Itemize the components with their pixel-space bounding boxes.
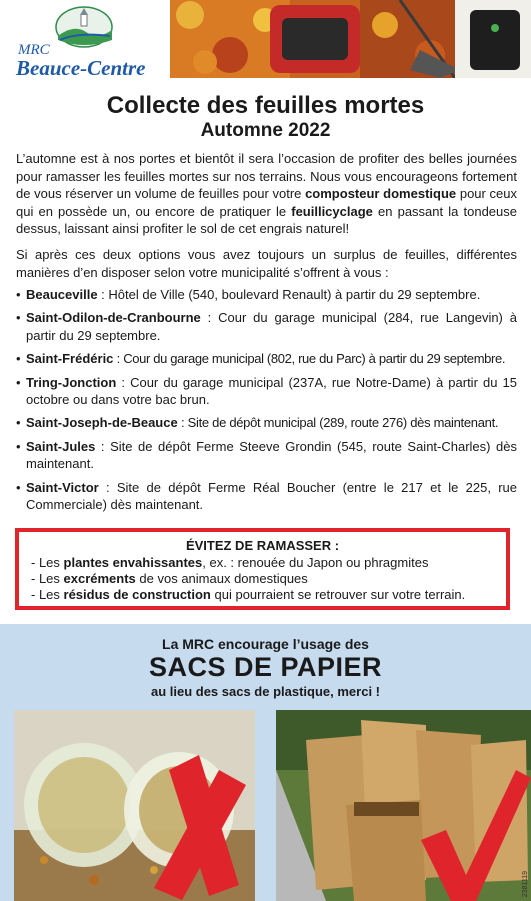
list-item xyxy=(16,374,517,409)
composter-shape xyxy=(470,10,520,70)
municipality-name: Saint-Joseph-de-Beauce xyxy=(26,415,178,431)
municipality-details: : Site de dépôt Ferme Réal Boucher (entre le 217 et le 225, rue Commerciale) dès maintenant. xyxy=(26,479,517,513)
warning-line-3 xyxy=(31,587,494,603)
logo-mrc-text: MRC xyxy=(18,42,50,58)
list-item xyxy=(16,350,517,367)
municipality-details: : Cour du garage municipal (802, rue du Parc) à partir du 29 septembre. xyxy=(113,351,506,367)
municipality-name: Saint-Frédéric xyxy=(26,351,114,367)
logo-emblem-icon xyxy=(54,6,114,48)
municipality-name: Saint-Odilon-de-Cranbourne xyxy=(26,310,201,326)
document-code: 2381119 xyxy=(522,870,529,897)
page-title: Collecte des feuilles mortes xyxy=(106,92,425,119)
municipality-name: Beauceville xyxy=(26,287,98,302)
municipality-list xyxy=(16,286,517,519)
intro-p1-part: en passant la tondeuse dessus, laissant ainsi profiter le sol de cet engrais naturel! xyxy=(16,203,517,237)
warning-text: - Les xyxy=(31,587,64,602)
intro-paragraph-1 xyxy=(16,150,517,238)
paper-bag-promo xyxy=(0,624,531,901)
intro-text xyxy=(16,150,517,289)
warning-bold: résidus de construction xyxy=(63,587,211,602)
header-photo-strip xyxy=(170,0,531,78)
list-item xyxy=(16,479,517,514)
plastic-bags-photo xyxy=(14,710,255,901)
warning-title: ÉVITEZ DE RAMASSER : xyxy=(185,538,340,553)
promo-headline: SACS DE PAPIER xyxy=(148,652,383,682)
municipality-name: Saint-Jules xyxy=(26,438,96,454)
municipality-name: Saint-Victor xyxy=(26,479,99,495)
municipality-details: : Cour du garage municipal (237A, rue Notre-Dame) à partir du 15 octobre ou dans votre bac brun. xyxy=(26,374,517,408)
warning-line-2 xyxy=(31,571,494,587)
intro-p1-bold-feuillicyclage: feuillicyclage xyxy=(291,203,373,219)
warning-text: de vos animaux domestiques xyxy=(135,571,308,586)
municipality-details: : Hôtel de Ville (540, boulevard Renault) à partir du 29 septembre. xyxy=(97,287,481,302)
promo-line-1: La MRC encourage l’usage des xyxy=(162,636,369,652)
list-item xyxy=(16,309,517,344)
mrc-logo xyxy=(8,6,166,80)
warning-text: - Les xyxy=(31,555,64,570)
municipality-details: : Cour du garage municipal (284, rue Langevin) à partir du 29 septembre. xyxy=(26,310,517,343)
intro-p1-bold-composteur: composteur domestique xyxy=(305,186,457,202)
page-subtitle: Automne 2022 xyxy=(200,120,331,141)
paper-bags-photo xyxy=(276,710,531,901)
list-item xyxy=(16,438,517,473)
list-item xyxy=(16,286,517,303)
logo-name-text: Beauce-Centre xyxy=(16,56,146,80)
warning-text: , ex. : renouée du Japon ou phragmites xyxy=(202,555,429,570)
warning-line-1 xyxy=(31,555,494,571)
list-item xyxy=(16,414,517,431)
warning-text: - Les xyxy=(31,571,64,586)
intro-p1-part: pour ceux qui en possède un, ou encore de pratiquer le xyxy=(16,186,518,219)
warning-bold: excréments xyxy=(63,571,136,586)
intro-p1-part: L’automne est à nos portes et bientôt il sera l’occasion de profiter des belles journées pour ramasser les feuilles mortes sur nos terrains. Nous vous encourageons fortement de vous réserver un volume de feuilles pour votre xyxy=(16,151,517,202)
municipality-details: : Site de dépôt municipal (289, route 276) dès maintenant. xyxy=(177,415,499,431)
municipality-name: Tring-Jonction xyxy=(26,374,117,390)
warning-text: qui pourraient se retrouver sur votre terrain. xyxy=(210,587,466,602)
warning-box xyxy=(15,528,510,610)
intro-paragraph-2: Si après ces deux options vous avez toujours un surplus de feuilles, différentes manières d’en disposer selon votre municipalité s’offrent à vous : xyxy=(16,246,517,280)
warning-bold: plantes envahissantes xyxy=(63,555,203,570)
municipality-details: : Site de dépôt Ferme Steeve Grondin (545, route Saint-Charles) dès maintenant. xyxy=(26,438,517,472)
header xyxy=(0,0,531,78)
promo-line-3: au lieu des sacs de plastique, merci ! xyxy=(150,684,381,699)
